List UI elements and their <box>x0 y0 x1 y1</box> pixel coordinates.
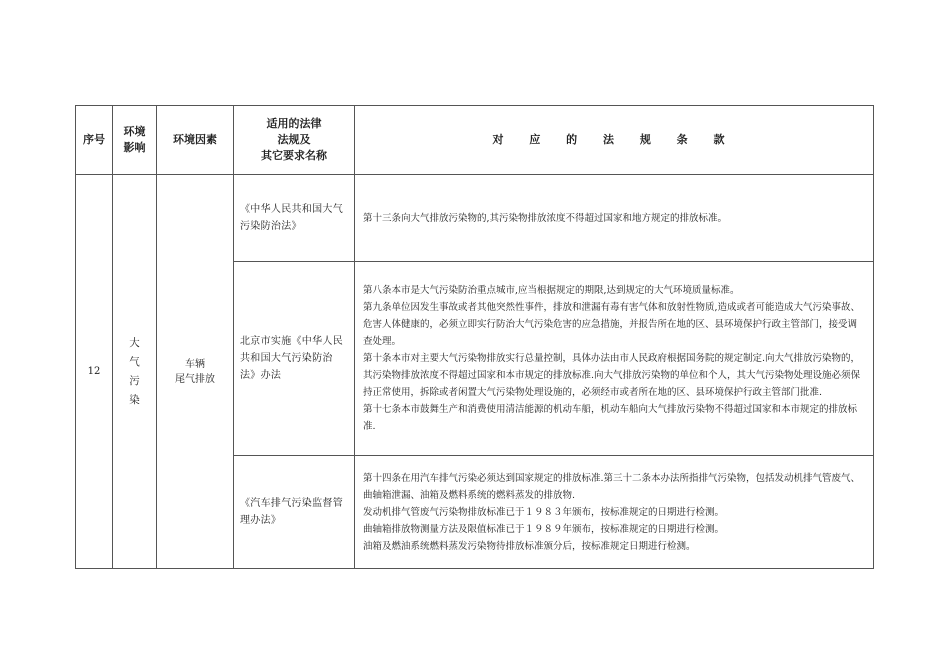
impact-char: 大 <box>129 336 140 349</box>
law-name: 《汽车排气污染监督管理办法》 <box>234 456 355 569</box>
clause-cell <box>355 456 874 569</box>
clause-text: 第九条单位因发生事故或者其他突然性事件，排放和泄漏有毒有害气体和放射性物质,造成或者可能造成大气污染事故、危害人体健康的，必须立即实行防治大气污染危害的应急措施，并报告所在地的区、县环境保护行政主管部门，接受调查处理。 <box>363 302 861 347</box>
clause-text: 曲轴箱排放物测量方法及限值标准已于１９８９年颁布，按标准规定的日期进行检测。 <box>363 523 725 535</box>
header-law-line: 法规及 <box>277 133 311 146</box>
row-impact <box>113 175 157 569</box>
clause-text: 油箱及燃油系统燃料蒸发污染物待排放标准颁分后，按标准规定日期进行检测。 <box>363 540 696 552</box>
clause-text: 第十条本市对主要大气污染物排放实行总量控制，具体办法由市人民政府根据国务院的规定制定.向大气排放污染物的，其污染物排放浓度不得超过国家和本市规定的排放标准.向大气排放污染物的单位和个人，其大气污染物处理设施必须保持正常使用，拆除或者闲置大气污染物处理设施的，必须经市或者所在地的区、县环境保护行政主管部门批准. <box>363 353 861 398</box>
regulation-table <box>75 105 874 569</box>
law-name: 北京市实施《中华人民共和国大气污染防治法》办法 <box>234 262 355 456</box>
row-factor <box>157 175 234 569</box>
header-impact-line: 环境 <box>123 125 146 138</box>
factor-line: 尾气排放 <box>175 373 215 385</box>
row-seq: 12 <box>76 175 113 569</box>
clause-text: 发动机排气管废气污染物排放标准已于１９８３年颁布，按标准规定的日期进行检测。 <box>363 506 725 518</box>
header-clause: 对 应 的 法 规 条 款 <box>355 106 874 175</box>
header-law-line: 其它要求名称 <box>261 149 327 162</box>
impact-char: 染 <box>129 393 140 406</box>
header-factor: 环境因素 <box>157 106 234 175</box>
clause-text: 第十四条在用汽车排气污染必须达到国家规定的排放标准.第三十二条本办法所指排气污染物，包括发动机排气管废气、曲轴箱泄漏、油箱及燃料系统的燃料蒸发的排放物. <box>363 472 861 501</box>
header-row <box>76 106 874 175</box>
clause-text: 第十三条向大气排放污染物的,其污染物排放浓度不得超过国家和地方规定的排放标准。 <box>363 212 728 224</box>
clause-text: 第八条本市是大气污染防治重点城市,应当根据规定的期限,达到规定的大气环境质量标准。 <box>363 285 740 296</box>
impact-char: 污 <box>129 374 140 387</box>
header-law <box>234 106 355 175</box>
header-seq: 序号 <box>76 106 113 175</box>
clause-cell <box>355 175 874 262</box>
law-name: 《中华人民共和国大气污染防治法》 <box>234 175 355 262</box>
header-law-line: 适用的法律 <box>266 117 322 130</box>
impact-char: 气 <box>129 355 140 368</box>
header-impact <box>113 106 157 175</box>
clause-cell <box>355 262 874 456</box>
factor-line: 车辆 <box>185 358 205 370</box>
header-impact-line: 影响 <box>123 141 146 154</box>
table-row <box>76 175 874 262</box>
clause-text: 第十七条本市鼓舞生产和消费使用清洁能源的机动车船，机动车船向大气排放污染物不得超过国家和本市规定的排放标准. <box>363 404 858 432</box>
